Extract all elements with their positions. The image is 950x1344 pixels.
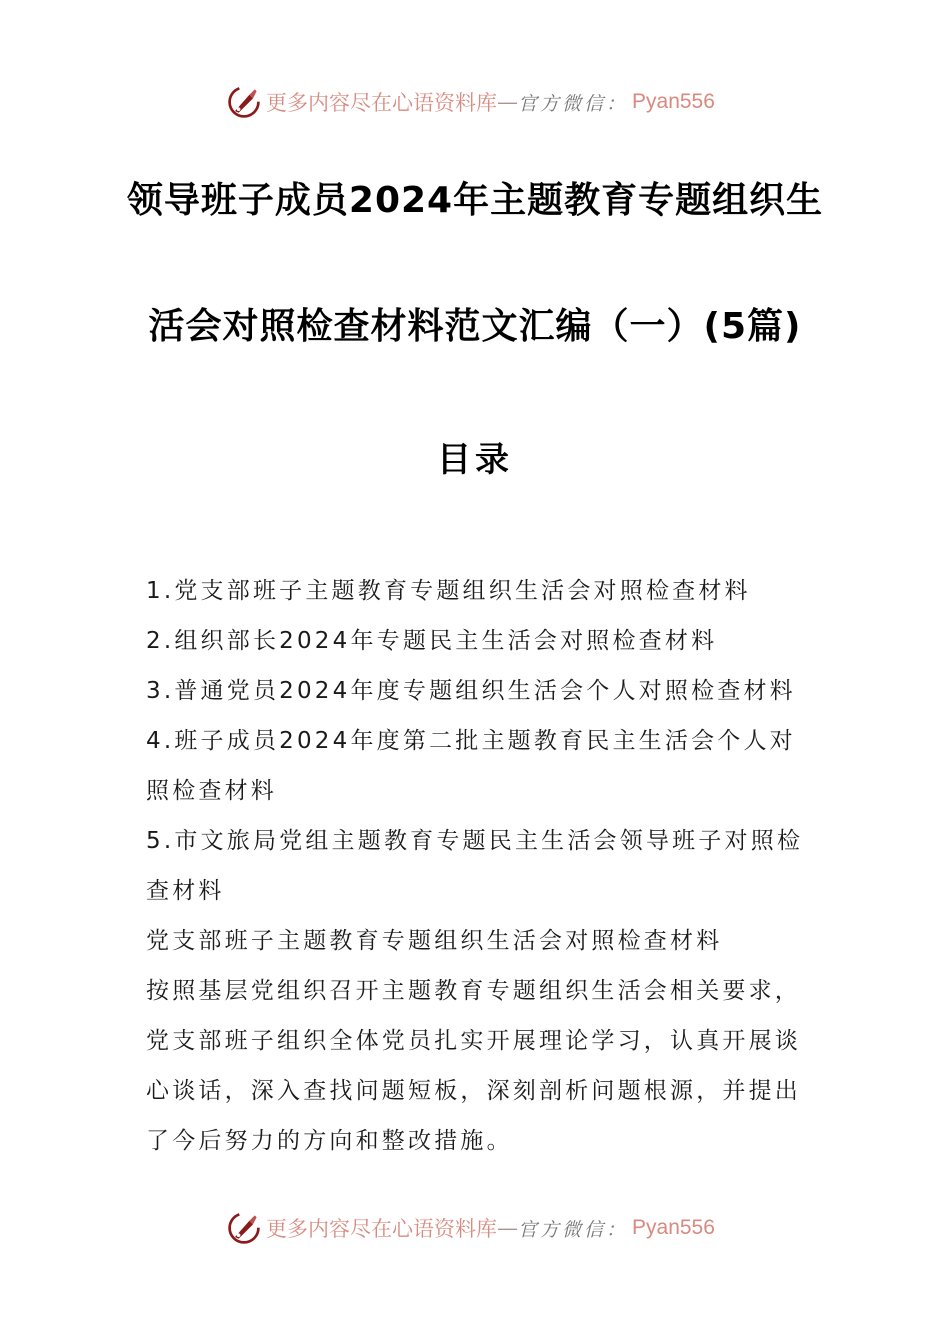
table-of-contents bbox=[146, 566, 806, 916]
document-title-line-1: 领导班子成员2024年主题教育专题组织生 bbox=[126, 180, 824, 221]
toc-heading: 目录 bbox=[437, 440, 513, 480]
toc-item-3[interactable]: 3.普通党员2024年度专题组织生活会个人对照检查材料 bbox=[146, 678, 796, 704]
watermark-label: 官方微信： bbox=[518, 92, 629, 115]
section-title: 党支部班子主题教育专题组织生活会对照检查材料 bbox=[146, 928, 723, 954]
document-title-line-2: 活会对照检查材料范文汇编（一）(5篇) bbox=[148, 306, 802, 347]
toc-item-1[interactable]: 1.党支部班子主题教育专题组织生活会对照检查材料 bbox=[146, 578, 751, 604]
toc-item-4[interactable]: 4.班子成员2024年度第二批主题教育民主生活会个人对照检查材料 bbox=[146, 728, 796, 804]
document-body bbox=[146, 566, 806, 1166]
body-paragraph: 按照基层党组织召开主题教育专题组织生活会相关要求，党支部班子组织全体党员扎实开展理论学习，认真开展谈心谈话，深入查找问题短板，深刻剖析问题根源，并提出了今后努力的方向和整改措施。 bbox=[146, 978, 801, 1154]
watermark-text: 更多内容尽在心语资料库 bbox=[266, 1217, 497, 1241]
watermark-dash: — bbox=[497, 90, 518, 114]
watermark-wechat-id: Pyan556 bbox=[632, 90, 715, 113]
footer-watermark bbox=[226, 1208, 715, 1248]
watermark-label: 官方微信： bbox=[518, 1218, 629, 1241]
quill-pen-logo-icon bbox=[226, 84, 262, 120]
watermark-wechat-id: Pyan556 bbox=[632, 1216, 715, 1239]
toc-item-2[interactable]: 2.组织部长2024年专题民主生活会对照检查材料 bbox=[146, 628, 718, 654]
header-watermark bbox=[226, 82, 715, 122]
watermark-dash: — bbox=[497, 1216, 518, 1240]
watermark-text: 更多内容尽在心语资料库 bbox=[266, 91, 497, 115]
quill-pen-logo-icon bbox=[226, 1210, 262, 1246]
toc-item-5[interactable]: 5.市文旅局党组主题教育专题民主生活会领导班子对照检查材料 bbox=[146, 828, 804, 904]
